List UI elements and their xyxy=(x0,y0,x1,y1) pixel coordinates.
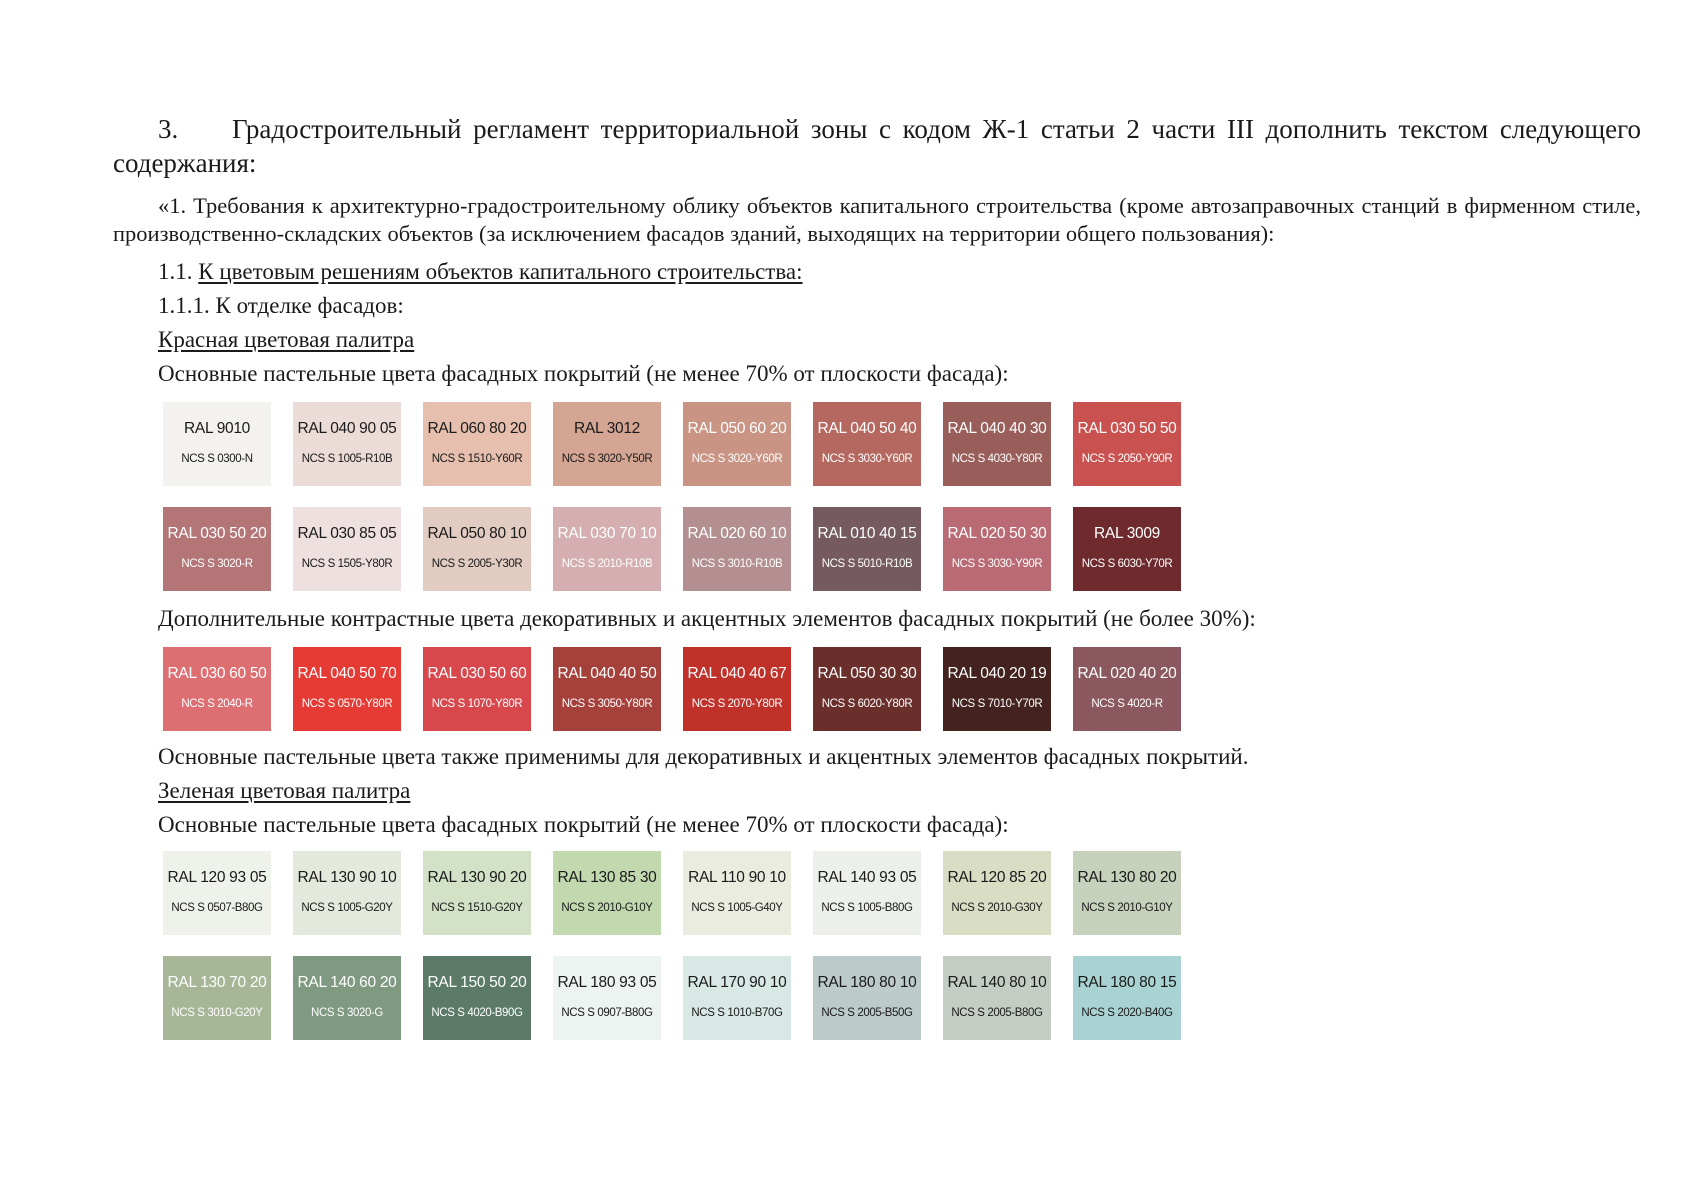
ral-code: RAL 040 50 70 xyxy=(297,665,397,682)
ral-code: RAL 040 90 05 xyxy=(297,420,397,437)
ncs-code: NCS S 1510-G20Y xyxy=(431,902,523,914)
ncs-code: NCS S 2010-G30Y xyxy=(951,902,1043,914)
ncs-code: NCS S 5010-R10B xyxy=(821,558,913,570)
ncs-code: NCS S 3020-R xyxy=(181,558,253,570)
ral-code: RAL 110 90 10 xyxy=(688,869,786,886)
ral-code: RAL 040 40 50 xyxy=(557,665,657,682)
color-swatch xyxy=(813,956,921,1040)
ncs-code: NCS S 1005-B80G xyxy=(821,902,913,914)
ncs-code: NCS S 3030-Y90R xyxy=(951,558,1043,570)
ral-code: RAL 050 80 10 xyxy=(427,525,527,542)
color-swatch xyxy=(683,851,791,935)
ncs-code: NCS S 3020-G xyxy=(311,1007,383,1019)
section-1-1-1: 1.1.1. К отделке фасадов: xyxy=(158,293,404,318)
color-swatch xyxy=(553,956,661,1040)
ral-code: RAL 130 85 30 xyxy=(557,869,657,886)
ncs-code: NCS S 2050-Y90R xyxy=(1081,453,1173,465)
color-swatch xyxy=(943,402,1051,486)
ral-code: RAL 9010 xyxy=(184,420,250,437)
ral-code: RAL 180 93 05 xyxy=(557,974,657,991)
ral-code: RAL 030 70 10 xyxy=(557,525,657,542)
ncs-code: NCS S 3050-Y80R xyxy=(561,698,653,710)
ncs-code: NCS S 4020-R xyxy=(1091,698,1163,710)
color-swatch xyxy=(423,647,531,731)
ral-code: RAL 180 80 10 xyxy=(817,974,917,991)
ncs-code: NCS S 2010-G10Y xyxy=(1081,902,1173,914)
ral-code: RAL 120 93 05 xyxy=(167,869,267,886)
paragraph-main xyxy=(113,112,1641,180)
ncs-code: NCS S 2010-R10B xyxy=(561,558,653,570)
ncs-code: NCS S 1010-B70G xyxy=(691,1007,783,1019)
color-swatch xyxy=(1073,851,1181,935)
ncs-code: NCS S 2005-B80G xyxy=(951,1007,1043,1019)
color-swatch xyxy=(553,507,661,591)
ral-code: RAL 040 50 40 xyxy=(817,420,917,437)
color-swatch xyxy=(683,956,791,1040)
ral-code: RAL 170 90 10 xyxy=(687,974,787,991)
ncs-code: NCS S 0507-B80G xyxy=(171,902,263,914)
ral-code: RAL 030 60 50 xyxy=(167,665,267,682)
ncs-code: NCS S 3030-Y60R xyxy=(821,453,913,465)
ncs-code: NCS S 7010-Y70R xyxy=(951,698,1043,710)
ncs-code: NCS S 3020-Y60R xyxy=(691,453,783,465)
color-swatch xyxy=(293,851,401,935)
ral-code: RAL 030 50 50 xyxy=(1077,420,1177,437)
color-swatch xyxy=(553,851,661,935)
ncs-code: NCS S 2040-R xyxy=(181,698,253,710)
color-swatch xyxy=(943,647,1051,731)
ncs-code: NCS S 4020-B90G xyxy=(431,1007,523,1019)
ral-code: RAL 040 40 67 xyxy=(687,665,787,682)
color-swatch xyxy=(163,647,271,731)
color-swatch xyxy=(943,956,1051,1040)
ncs-code: NCS S 0907-B80G xyxy=(561,1007,653,1019)
color-swatch xyxy=(1073,402,1181,486)
ral-code: RAL 040 40 30 xyxy=(947,420,1047,437)
ral-code: RAL 3012 xyxy=(574,420,640,437)
red-accent-caption: Дополнительные контрастные цвета декоративных и акцентных элементов фасадных покрытий (не более 30%): xyxy=(158,606,1256,631)
ncs-code: NCS S 3010-G20Y xyxy=(171,1007,263,1019)
ncs-code: NCS S 1070-Y80R xyxy=(431,698,523,710)
ncs-code: NCS S 1505-Y80R xyxy=(301,558,393,570)
color-swatch xyxy=(423,402,531,486)
ral-code: RAL 140 80 10 xyxy=(947,974,1047,991)
ncs-code: NCS S 0300-N xyxy=(181,453,253,465)
section-1-1 xyxy=(158,258,803,286)
ncs-code: NCS S 6030-Y70R xyxy=(1081,558,1173,570)
color-swatch xyxy=(553,647,661,731)
ral-code: RAL 180 80 15 xyxy=(1077,974,1177,991)
ral-code: RAL 3009 xyxy=(1094,525,1160,542)
ncs-code: NCS S 6020-Y80R xyxy=(821,698,913,710)
color-swatch xyxy=(163,956,271,1040)
section-1-1-number: 1.1. xyxy=(158,259,193,284)
section-1-1-title: К цветовым решениям объектов капитального строительства: xyxy=(198,259,803,284)
color-swatch xyxy=(1073,956,1181,1040)
ncs-code: NCS S 2010-G10Y xyxy=(561,902,653,914)
red-palette-heading: Красная цветовая палитра xyxy=(158,327,415,352)
color-swatch xyxy=(553,402,661,486)
color-swatch xyxy=(1073,507,1181,591)
ral-code: RAL 050 30 30 xyxy=(817,665,917,682)
paragraph-main-text: Градостроительный регламент территориальной зоны с кодом Ж-1 статьи 2 части III дополнить текстом следующего содержания: xyxy=(113,114,1641,178)
ncs-code: NCS S 1005-G40Y xyxy=(691,902,783,914)
color-swatch xyxy=(813,507,921,591)
ral-code: RAL 030 50 60 xyxy=(427,665,527,682)
ncs-code: NCS S 0570-Y80R xyxy=(301,698,393,710)
ral-code: RAL 020 60 10 xyxy=(687,525,787,542)
color-swatch xyxy=(813,851,921,935)
ral-code: RAL 020 50 30 xyxy=(947,525,1047,542)
color-swatch xyxy=(683,402,791,486)
ral-code: RAL 140 60 20 xyxy=(297,974,397,991)
color-swatch xyxy=(423,507,531,591)
ncs-code: NCS S 2005-Y30R xyxy=(431,558,523,570)
ral-code: RAL 030 50 20 xyxy=(167,525,267,542)
color-swatch xyxy=(683,647,791,731)
red-main-caption: Основные пастельные цвета фасадных покрытий (не менее 70% от плоскости фасада): xyxy=(158,361,1009,386)
ral-code: RAL 120 85 20 xyxy=(947,869,1047,886)
ral-code: RAL 140 93 05 xyxy=(817,869,917,886)
color-swatch xyxy=(293,402,401,486)
color-swatch xyxy=(293,956,401,1040)
ncs-code: NCS S 3010-R10B xyxy=(691,558,783,570)
ral-code: RAL 040 20 19 xyxy=(947,665,1047,682)
color-swatch xyxy=(293,507,401,591)
ral-code: RAL 020 40 20 xyxy=(1077,665,1177,682)
color-swatch xyxy=(293,647,401,731)
ncs-code: NCS S 1005-G20Y xyxy=(301,902,393,914)
color-swatch xyxy=(813,647,921,731)
paragraph-intro: «1. Требования к архитектурно-градостроительному облику объектов капитального строительства (кроме автозаправочных станций в фирменном стиле, производственно-складских объектов (за исключением фасадов зданий, выходящих на территории общего пользования): xyxy=(113,193,1641,246)
color-swatch xyxy=(813,402,921,486)
color-swatch xyxy=(163,402,271,486)
ral-code: RAL 030 85 05 xyxy=(297,525,397,542)
red-palette-note: Основные пастельные цвета также применимы для декоративных и акцентных элементов фасадных покрытий. xyxy=(158,744,1249,769)
color-swatch xyxy=(423,956,531,1040)
color-swatch xyxy=(943,851,1051,935)
color-swatch xyxy=(683,507,791,591)
ncs-code: NCS S 4030-Y80R xyxy=(951,453,1043,465)
ncs-code: NCS S 1510-Y60R xyxy=(431,453,523,465)
color-swatch xyxy=(163,851,271,935)
green-palette-heading: Зеленая цветовая палитра xyxy=(158,778,411,803)
ral-code: RAL 130 90 10 xyxy=(297,869,397,886)
ncs-code: NCS S 2005-B50G xyxy=(821,1007,913,1019)
color-swatch xyxy=(163,507,271,591)
ncs-code: NCS S 2070-Y80R xyxy=(691,698,783,710)
color-swatch xyxy=(943,507,1051,591)
ral-code: RAL 060 80 20 xyxy=(427,420,527,437)
ral-code: RAL 010 40 15 xyxy=(817,525,917,542)
ral-code: RAL 150 50 20 xyxy=(427,974,527,991)
ncs-code: NCS S 2020-B40G xyxy=(1081,1007,1173,1019)
ral-code: RAL 050 60 20 xyxy=(687,420,787,437)
ral-code: RAL 130 70 20 xyxy=(167,974,267,991)
paragraph-number: 3. xyxy=(158,114,179,144)
color-swatch xyxy=(423,851,531,935)
ncs-code: NCS S 1005-R10B xyxy=(301,453,393,465)
ral-code: RAL 130 90 20 xyxy=(427,869,527,886)
ncs-code: NCS S 3020-Y50R xyxy=(561,453,653,465)
green-main-caption: Основные пастельные цвета фасадных покрытий (не менее 70% от плоскости фасада): xyxy=(158,812,1009,837)
color-swatch xyxy=(1073,647,1181,731)
ral-code: RAL 130 80 20 xyxy=(1077,869,1177,886)
